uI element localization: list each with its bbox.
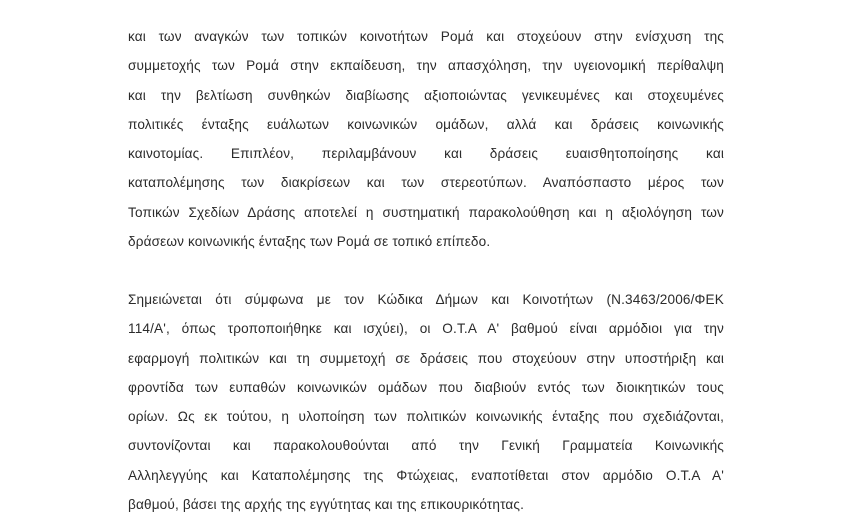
paragraph-line: συντονίζονται και παρακολουθούνται από την Γενική Γραμματεία Κοινωνικής	[128, 438, 724, 454]
paragraph-line: ορίων. Ως εκ τούτου, η υλοποίηση των πολιτικών κοινωνικής ένταξης που σχεδιάζονται,	[128, 409, 724, 425]
paragraph-line: δράσεων κοινωνικής ένταξης των Ρομά σε τοπικό επίπεδο.	[128, 234, 491, 250]
paragraph-line: 114/Α', όπως τροποποιήθηκε και ισχύει), οι Ο.Τ.Α Α' βαθμού είναι αρμόδιοι για την	[128, 321, 724, 337]
paragraph-line: εφαρμογή πολιτικών και τη συμμετοχή σε δράσεις που στοχεύουν στην υποστήριξη και	[128, 350, 724, 366]
paragraph-line: Αλληλεγγύης και Καταπολέμησης της Φτώχειας, εναποτίθεται στον αρμόδιο Ο.Τ.Α Α'	[128, 467, 724, 483]
paragraph-line: συμμετοχής των Ρομά στην εκπαίδευση, την απασχόληση, την υγειονομική περίθαλψη	[128, 58, 724, 74]
paragraph-1	[128, 22, 724, 256]
paragraph-line: Σημειώνεται ότι σύμφωνα με τον Κώδικα Δήμων και Κοινοτήτων (Ν.3463/2006/ΦΕΚ	[128, 292, 724, 307]
paragraph-line: φροντίδα των ευπαθών κοινωνικών ομάδων που διαβιούν εντός των διοικητικών τους	[128, 379, 724, 395]
paragraph-line: και την βελτίωση συνθηκών διαβίωσης αξιοποιώντας γενικευμένες και στοχευμένες	[128, 87, 724, 103]
paragraph-line: βαθμού, βάσει της αρχής της εγγύτητας και της επικουρικότητας.	[128, 497, 525, 513]
paragraph-line: και των αναγκών των τοπικών κοινοτήτων Ρομά και στοχεύουν στην ενίσχυση της	[128, 29, 724, 44]
paragraph-line: καταπολέμησης των διακρίσεων και των στερεοτύπων. Αναπόσπαστο μέρος των	[128, 175, 724, 191]
paragraph-line: Τοπικών Σχεδίων Δράσης αποτελεί η συστηματική παρακολούθηση και η αξιολόγηση των	[128, 204, 724, 220]
paragraph-line: καινοτομίας. Επιπλέον, περιλαμβάνουν και δράσεις ευαισθητοποίησης και	[128, 146, 724, 162]
paragraph-2	[128, 285, 724, 519]
paragraph-line: πολιτικές ένταξης ευάλωτων κοινωνικών ομάδων, αλλά και δράσεις κοινωνικής	[128, 116, 724, 132]
